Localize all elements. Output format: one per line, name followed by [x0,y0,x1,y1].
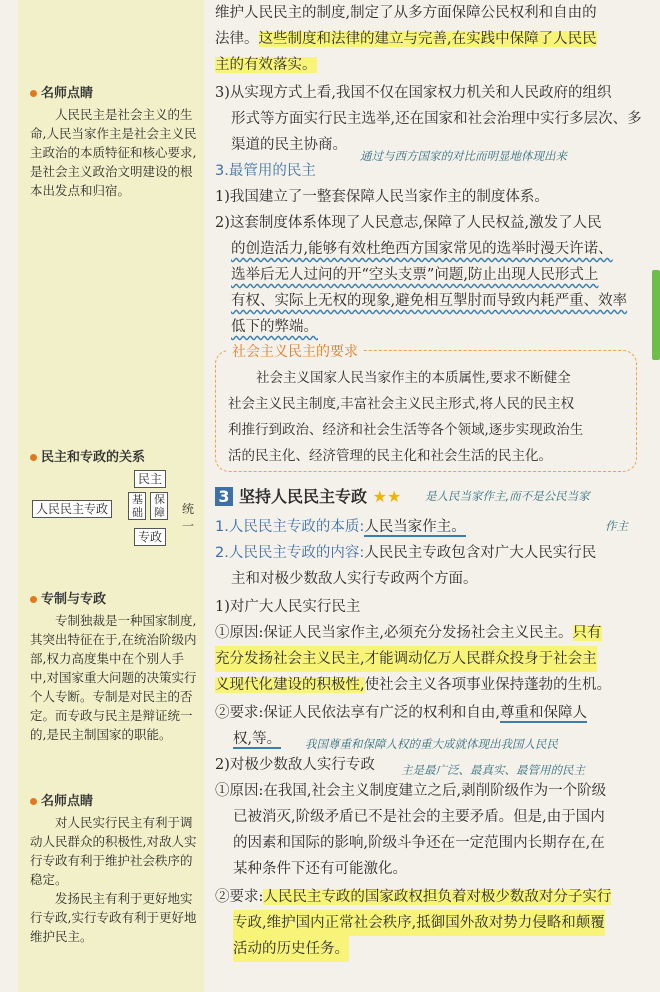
text-line: 已被消灭,阶级矛盾已不是社会的主要矛盾。但是,由于国内 [233,809,605,825]
bullet-icon [30,90,37,97]
text-line: 渠道的民主协商。 [231,137,347,153]
handwritten-note: 我国尊重和保障人权的重大成就体现出我国人民民 [305,737,558,751]
diagram-right: 统一 [182,502,195,533]
text-line: 主和对极少数敌人实行专政两个方面。 [231,571,478,587]
tip-title-2: 名师点睛 [41,794,94,809]
text-line: 2.人民民主专政的内容:人民民主专政包含对广大人民实行民 [215,545,597,561]
text-line: 某种条件下还有可能激化。 [233,861,407,877]
tip-text-2a: 对人民实行民主有利于调动人民群众的积极性,对敌人实行专政有利于维护社会秩序的稳定。 [30,815,197,887]
text-line: 的因素和国际的影响,阶级斗争还在一定范围内长期存在,在 [233,835,605,851]
text-line: 2)这套制度体系体现了人民意志,保障了人民权益,激发了人民 [215,215,602,231]
diagram-mid1: 基础 [128,492,146,520]
text-line: 社会主义国家人民当家作主的本质属性,要求不断健全 [256,370,571,386]
text-line: 活的民主化、经济管理的民主化和社会生活的民主化。 [228,448,552,464]
text-line: 有权、实际上无权的现象,避免相互掣肘而导致内耗严重、效率 [231,293,628,309]
diagram-left: 人民民主专政 [32,500,112,518]
requirement-box [215,344,637,472]
chapter-tab [652,270,660,360]
tip-block-2 [30,792,200,946]
highlight: 活动的历史任务。 [233,936,349,962]
bullet-icon [30,596,37,603]
text-line: 1)对广大人民实行民主 [215,599,361,615]
highlight: 主的有效落实。 [215,57,317,73]
text-line [215,52,317,78]
highlight: 这些制度和法律的建立与完善,在实践中保障了人民民 [258,31,597,47]
star-icon: ★★ [372,487,402,506]
text-line: ②要求:保证人民依法享有广泛的权利和自由,尊重和保障人 [215,705,587,721]
section-heading: 3 坚持人民民主专政 ★★ [215,484,401,507]
section-number: 3 [215,487,233,506]
autocracy-title: 专制与专政 [41,592,107,607]
text-line: ②要求:人民民主专政的国家政权担负着对极少数敌对分子实行 [215,889,612,905]
tip-block-1 [30,84,200,200]
text-line: 1.人民民主专政的本质:人民当家作主。 [215,519,466,535]
text-line: 义现代化建设的积极性,使社会主义各项事业保持蓬勃的生机。 [215,677,612,693]
text-line: ①原因:在我国,社会主义制度建立之后,剥削阶级作为一个阶级 [215,783,607,799]
bullet-icon [30,798,37,805]
diagram-top: 民主 [134,470,166,488]
relation-title: 民主和专政的关系 [41,450,146,465]
diagram-bottom: 专政 [134,528,166,546]
text-line: 3)从实现方式上看,我国不仅在国家权力机关和人民政府的组织 [215,85,612,101]
requirement-title: 社会主义民主的要求 [228,341,362,361]
text-line: 维护人民民主的制度,制定了从多方面保障公民权利和自由的 [215,5,597,21]
handwritten-note: 主是最广泛、最真实、最管用的民主 [401,763,585,777]
diagram-mid2: 保障 [150,492,168,520]
text-line: 选举后无人过问的开“空头支票”问题,防止出现人民形式上 [231,267,599,283]
text-line: 社会主义民主制度,丰富社会主义民主形式,将人民的民主权 [228,396,575,412]
relation-block [30,448,200,469]
text-line: 形式等方面实行民主选举,还在国家和社会治理中实行多层次、多 [231,111,642,127]
handwritten-note: 是人民当家作主,而不是公民当家 [425,489,590,503]
handwritten-note: 作主 [605,519,628,533]
text-line: 权,等。 [233,731,282,747]
text-line: 1)我国建立了一整套保障人民当家作主的制度体系。 [215,189,549,205]
handwritten-note: 通过与西方国家的对比而明显地体现出来 [360,149,567,163]
sidebar [18,0,204,992]
text-line: 法律。这些制度和法律的建立与完善,在实践中保障了人民民 [215,31,597,47]
text-line: 的创造活力,能够有效杜绝西方国家常见的选举时漫天许诺、 [231,241,613,257]
tip-text-2b: 发扬民主有利于更好地实行专政,实行专政有利于更好地维护民主。 [30,891,197,944]
text-line: 2)对极少数敌人实行专政 [215,757,375,773]
text-line: 低下的弊端。 [231,319,318,335]
text-line: ①原因:保证人民当家作主,必须充分发扬社会主义民主。只有 [215,625,602,641]
autocracy-block [30,590,200,744]
highlight: 充分发扬社会主义民主,才能调动亿万人民群众投身于社会主 [215,646,597,672]
autocracy-text: 专制独裁是一种国家制度,其突出特征在于,在统治阶级内部,权力高度集中在个别人手中,对国家重大问题的决策实行个人专断。专制是对民主的否定。而专政与民主是辩证统一的,是民主制国家的职能。 [30,613,197,742]
tip-title-1: 名师点睛 [41,86,94,101]
text-line: 利推行到政治、经济和社会生活等各个领域,逐步实现政治生 [228,422,584,438]
highlight: 专政,维护国内正常社会秩序,抵御国外敌对势力侵略和颠覆 [233,910,605,936]
tip-text-1: 人民民主是社会主义的生命,人民当家作主是社会主义民主政治的本质特征和核心要求,是社会主义政治文明建设的根本出发点和归宿。 [30,107,197,198]
subheading: 3.最管用的民主 [215,163,316,179]
bullet-icon [30,454,37,461]
relation-diagram [32,468,202,548]
